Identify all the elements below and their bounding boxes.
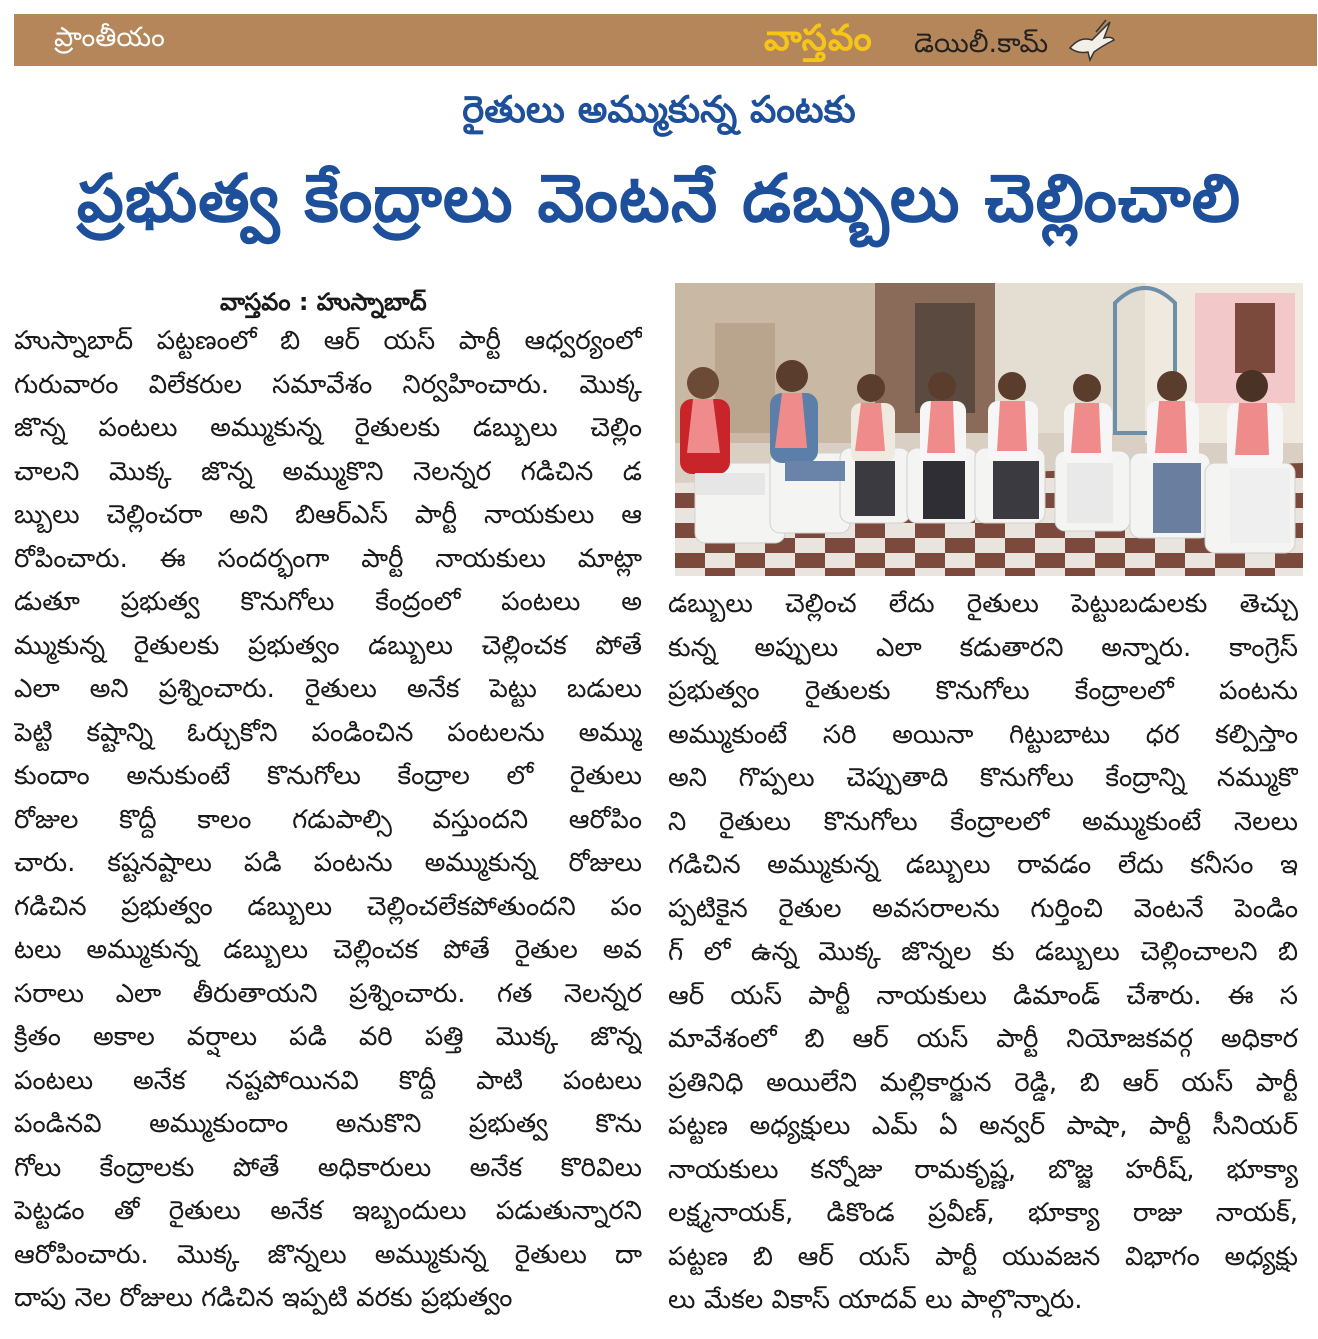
article-line: ఆర్ యస్ పార్టీ నాయకులు డిమాండ్ చేశారు. ఈ స xyxy=(668,980,1298,1011)
article-line: జొన్న పంటలు అమ్ముకున్న రైతులకు డబ్బులు చెల్లిం xyxy=(14,413,642,443)
article-line: చారు. కష్టనష్టాలు పడి పంటను అమ్ముకున్న రోజులు xyxy=(14,848,642,878)
article-line: లక్ష్మనాయక్, డికొండ ప్రవీణ్, భూక్యా రాజు నాయక్, xyxy=(668,1198,1298,1228)
article-line: మావేశంలో బి ఆర్ యస్ పార్టీ నియోజకవర్గ అధికార xyxy=(668,1024,1298,1054)
article-line: ఎలా అని ప్రశ్నించారు. రైతులు అనేక పెట్టు బడులు xyxy=(14,674,642,704)
article-line: పట్టణ అధ్యక్షులు ఎమ్ ఏ అన్వర్ పాషా, పార్టీ సీనియర్ xyxy=(668,1111,1298,1141)
article-line: బ్బులు చెల్లించరా అని బిఆర్ఎస్ పార్టీ నాయకులు ఆ xyxy=(14,500,642,530)
article-line: అమ్ముకుంటే సరి అయినా గిట్టుబాటు ధర కల్పిస్తాం xyxy=(668,719,1298,750)
kicker-headline: రైతులు అమ్ముకున్న పంటకు xyxy=(462,88,856,131)
article-line: పండినవి అమ్ముకుందాం అనుకొని ప్రభుత్వ కొను xyxy=(14,1109,642,1139)
brand-name: వాస్తవం xyxy=(764,18,873,59)
article-line: ఆరోపించారు. మొక్క జొన్నలు అమ్ముకున్న రైతులు దా xyxy=(14,1239,642,1270)
site-name: డెయిలీ.కామ్ xyxy=(914,28,1049,59)
article-line: అని గొప్పలు చెప్పుతాది కొనుగోలు కేంద్రాన్ని నమ్ముకొ xyxy=(668,763,1298,793)
section-label: ప్రాంతీయం xyxy=(54,22,165,53)
group-photo-image xyxy=(675,283,1303,576)
section-header-bar xyxy=(14,14,1317,66)
article-line: గురువారం విలేకరుల సమావేశం నిర్వహించారు. మొక్క xyxy=(14,369,642,400)
article-line: గడిచిన ప్రభుత్వం డబ్బులు చెల్లించలేకపోతుందని పం xyxy=(14,891,642,922)
article-line: క్రితం అకాల వర్షాలు పడి వరి పత్తి మొక్క జొన్న xyxy=(14,1022,642,1052)
article-line: కుందాం అనుకుంటే కొనుగోలు కేంద్రాల లో రైతులు xyxy=(14,761,642,791)
article-line: ప్రతినిధి అయిలేని మల్లికార్జున రెడ్డి, బి ఆర్ యస్ పార్టీ xyxy=(668,1067,1298,1098)
news-photo xyxy=(675,283,1303,576)
article-line: టలు అమ్ముకున్న డబ్బులు చెల్లించక పోతే రైతుల అవ xyxy=(14,935,642,965)
article-line: నాయకులు కన్నోజు రామకృష్ణ, బొజ్జ హరీష్, భూక్యా xyxy=(668,1154,1298,1185)
article-line: గోలు కేంద్రాలకు పోతే అధికారులు అనేక కొరివిలు xyxy=(14,1152,642,1183)
article-column-left xyxy=(14,320,642,1321)
bird-logo-icon xyxy=(1066,18,1116,62)
article-column-right xyxy=(668,583,1298,1323)
article-line: డబ్బులు చెల్లించ లేదు రైతులు పెట్టుబడులకు తెచ్చు xyxy=(668,589,1298,619)
article-line: మ్ముకున్న రైతులకు ప్రభుత్వం డబ్బులు చెల్లించక పోతే xyxy=(14,630,642,661)
article-line: రోపించారు. ఈ సందర్భంగా పార్టీ నాయకులు మాట్లా xyxy=(14,543,642,574)
article-line: పంటలు అనేక నష్టపోయినవి కొద్దీ పాటి పంటలు xyxy=(14,1065,642,1096)
article-line: పట్టణ బి ఆర్ యస్ పార్టీ యువజన విభాగం అధ్యక్షు xyxy=(668,1241,1298,1272)
dateline: వాస్తవం : హుస్నాబాద్ xyxy=(220,288,427,316)
article-line: రోజుల కొద్దీ కాలం గడుపాల్సి వస్తుందని ఆరోపిం xyxy=(14,804,642,835)
article-line: ప్పటికైన రైతుల అవసరాలను గుర్తించి వెంటనే పెండిం xyxy=(668,893,1298,924)
article-line: గ్ లో ఉన్న మొక్క జొన్నల కు డబ్బులు చెల్లించాలని బి xyxy=(668,937,1298,967)
article-line: పెట్టి కష్టాన్ని ఓర్చుకోని పండించిన పంటలను అమ్ము xyxy=(14,717,642,748)
article-line: లు మేకల వికాస్ యాదవ్ లు పాల్గొన్నారు. xyxy=(668,1285,1083,1315)
article-line: ని రైతులు కొనుగోలు కేంద్రాలలో అమ్ముకుంటే నెలలు xyxy=(668,806,1298,837)
article-line: హుస్నాబాద్ పట్టణంలో బి ఆర్ యస్ పార్టీ ఆధ్వర్యంలో xyxy=(14,326,642,356)
main-headline: ప్రభుత్వ కేంద్రాలు వెంటనే డబ్బులు చెల్లించాలి xyxy=(76,160,1242,237)
article-line: పెట్టడం తో రైతులు అనేక ఇబ్బందులు పడుతున్నారని xyxy=(14,1196,642,1226)
article-line: దాపు నెల రోజులు గడిచిన ఇప్పటి వరకు ప్రభుత్వం xyxy=(14,1283,513,1313)
article-line: సరాలు ఎలా తీరుతాయని ప్రశ్నించారు. గత నెలన్నర xyxy=(14,978,642,1009)
article-line: కున్న అప్పులు ఎలా కడుతారని అన్నారు. కాంగ్రెస్ xyxy=(668,632,1298,663)
article-line: ప్రభుత్వం రైతులకు కొనుగోలు కేంద్రాలలో పంటను xyxy=(668,676,1298,706)
article-line: గడిచిన అమ్ముకున్న డబ్బులు రావడం లేదు కనీసం ఇ xyxy=(668,850,1298,880)
article-line: చాలని మొక్క జొన్న అమ్ముకొని నెలన్నర గడిచిన డ xyxy=(14,456,642,487)
article-line: డుతూ ప్రభుత్వ కొనుగోలు కేంద్రంలో పంటలు అ xyxy=(14,587,642,617)
